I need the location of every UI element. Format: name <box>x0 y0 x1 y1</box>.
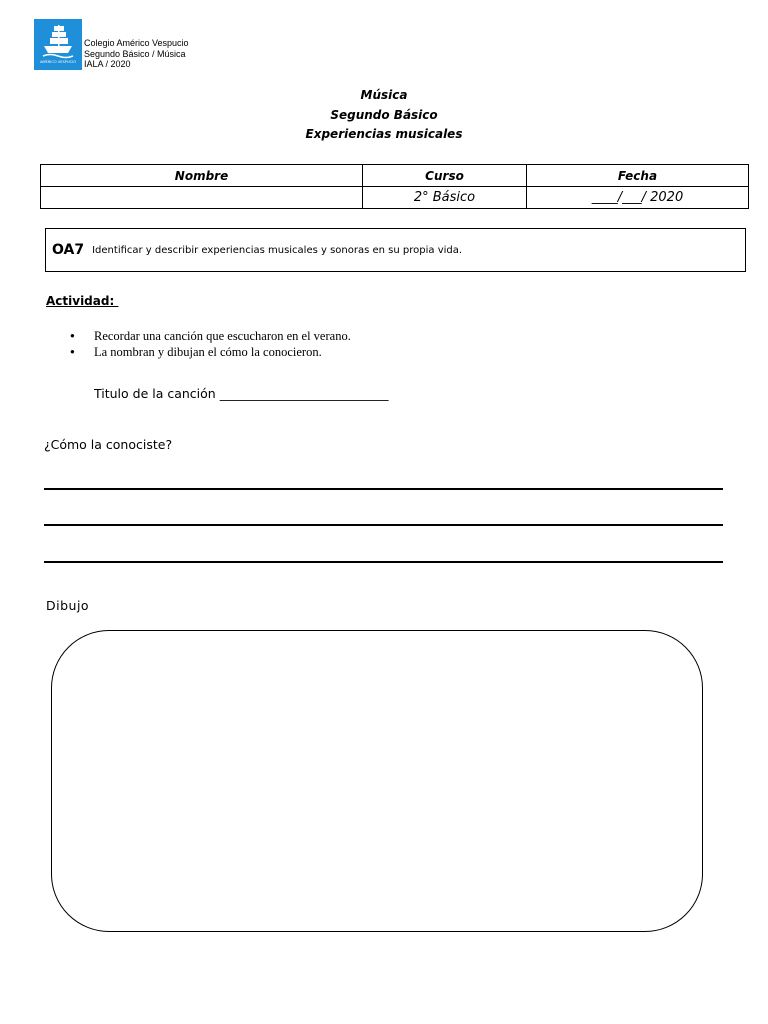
question-prompt: ¿Cómo la conociste? <box>44 437 173 452</box>
document-titles <box>0 86 768 145</box>
year-line: IALA / 2020 <box>84 59 131 69</box>
header-nombre: Nombre <box>41 165 363 187</box>
subject-title: Música <box>360 88 408 102</box>
grade-title: Segundo Básico <box>330 107 438 122</box>
course-subject: Segundo Básico / Música <box>84 48 186 59</box>
school-header <box>84 38 189 70</box>
objective-text: Identificar y describir experiencias musicales y sonoras en su propia vida. <box>92 244 463 256</box>
table-header-row <box>41 165 749 187</box>
objective-box <box>45 228 746 272</box>
ship-logo-icon <box>38 23 78 67</box>
answer-line[interactable] <box>44 488 723 490</box>
student-info-table <box>40 164 749 209</box>
activity-label: Actividad: <box>46 294 119 308</box>
school-logo <box>34 19 82 70</box>
objective-code: OA7 <box>52 242 85 258</box>
answer-line[interactable] <box>44 561 723 563</box>
list-item: ● Recordar una canción que escucharon en el verano. <box>70 328 351 344</box>
song-title-prompt[interactable]: Titulo de la canción ___________________________ <box>94 386 389 401</box>
activity-steps <box>70 328 351 360</box>
header-curso: Curso <box>363 165 527 187</box>
fecha-field[interactable]: ____/___/ 2020 <box>527 187 749 209</box>
drawing-area[interactable] <box>51 630 703 932</box>
header-fecha: Fecha <box>527 165 749 187</box>
logo-text: AMÉRICO VESPUCIO <box>39 59 77 64</box>
list-item: ● La nombran y dibujan el cómo la conocieron. <box>70 344 351 360</box>
table-value-row <box>41 187 749 209</box>
drawing-label: Dibujo <box>46 598 90 613</box>
nombre-field[interactable] <box>41 187 363 209</box>
answer-line[interactable] <box>44 524 723 526</box>
topic-title: Experiencias musicales <box>305 127 463 141</box>
curso-value: 2° Básico <box>363 187 527 209</box>
school-name: Colegio Américo Vespucio <box>84 38 189 48</box>
